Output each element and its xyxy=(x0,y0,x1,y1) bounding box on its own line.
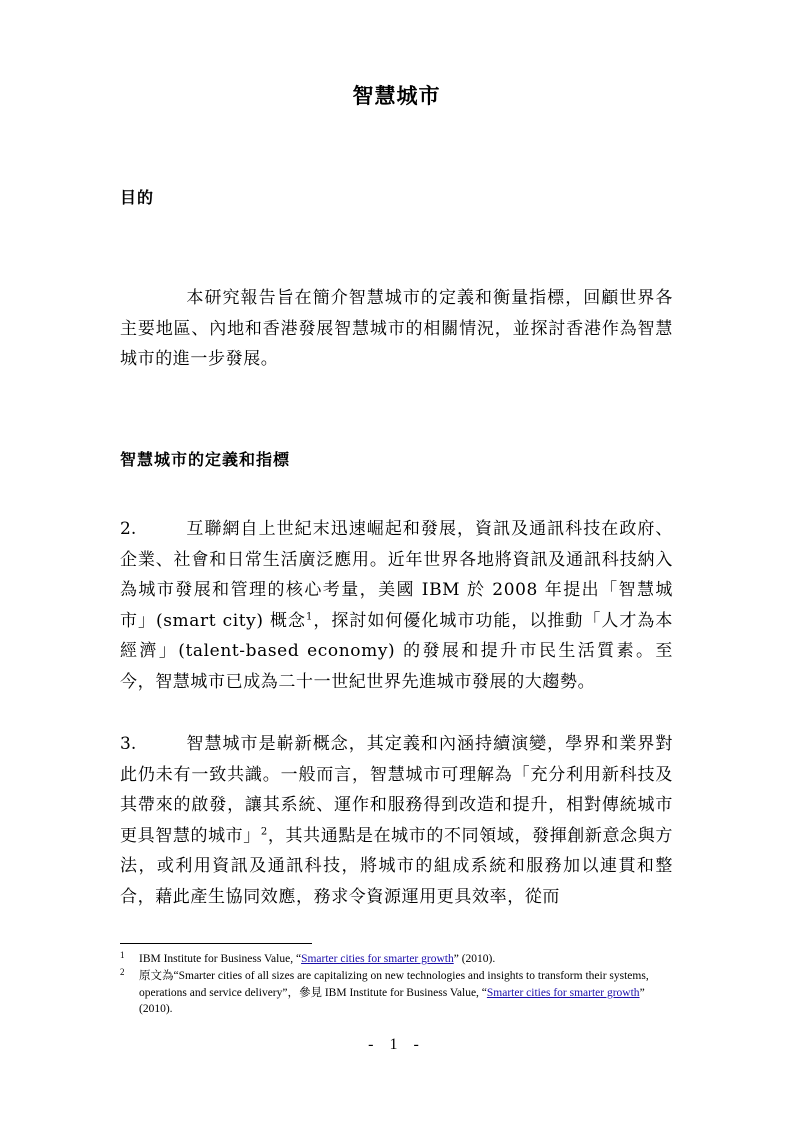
paragraph-text: 智慧城市是嶄新概念，其定義和內涵持續演變，學界和業界對此仍未有一致共識。一般而言，智慧城市可理解為「充分利用新科技及其帶來的啟發，讓其系統、運作和服務得到改造和提升，相對傳統城市更具智慧的城市」 xyxy=(120,734,673,846)
paragraph-text: ，其共通點是在城市的不同領域，發揮創新意念與方法，或利用資訊及通訊科技，將城市的組成系統和服務加以連貫和整合，藉此產生協同效應，務求令資源運用更具效率，從而 xyxy=(120,825,673,907)
footnote-2 xyxy=(120,968,675,1018)
paragraph-text: 互聯網自上世紀末迅速崛起和發展，資訊及通訊科技在政府、企業、社會和日常生活廣泛應用。近年世界各地將資訊及通訊科技納入為城市發展和管理的核心考量，美國 IBM 於 2008 年提出「智慧城市」(smart city) 概念 xyxy=(120,519,673,631)
footnote-text: IBM Institute for Business Value, “ xyxy=(139,953,302,965)
footnote-ref-2[interactable]: 2 xyxy=(260,825,268,837)
page-number: - 1 - xyxy=(368,1036,425,1053)
page-title: 智慧城市 xyxy=(352,84,441,108)
footnote-text: ” (2010). xyxy=(453,953,496,965)
footnote-text: 原文為“Smarter cities of all sizes are capitalizing on new technologies and insights to transform their systems, operations and service delivery”，參見 IBM Institute for Business Value, “ xyxy=(139,970,649,999)
footnote-link[interactable]: Smarter cities for smarter growth xyxy=(301,953,454,965)
section-heading-purpose: 目的 xyxy=(120,188,155,207)
paragraph-3 xyxy=(120,729,673,912)
paragraph-number: 2. xyxy=(120,519,137,539)
footnote-text: ” (2010). xyxy=(139,986,645,1015)
paragraph-number: 3. xyxy=(120,734,137,754)
footnote-1 xyxy=(120,951,675,968)
paragraph-2 xyxy=(120,514,673,697)
section-heading-definition: 智慧城市的定義和指標 xyxy=(120,450,291,469)
paragraph-purpose xyxy=(120,283,673,375)
footnote-divider xyxy=(120,943,312,944)
paragraph-text: ，探討如何優化城市功能，以推動「人才為本經濟」(talent-based economy) 的發展和提升市民生活質素。至今，智慧城市已成為二十一世紀世界先進城市發展的大趨勢。 xyxy=(120,610,674,692)
footnote-ref-1[interactable]: 1 xyxy=(306,610,313,622)
footnote-number: 1 xyxy=(120,950,125,960)
paragraph-text: 本研究報告旨在簡介智慧城市的定義和衡量指標，回顧世界各主要地區、內地和香港發展智慧城市的相關情況，並探討香港作為智慧城市的進一步發展。 xyxy=(120,288,673,369)
footnote-link[interactable]: Smarter cities for smarter growth xyxy=(486,986,640,999)
footnote-number: 2 xyxy=(120,967,125,977)
